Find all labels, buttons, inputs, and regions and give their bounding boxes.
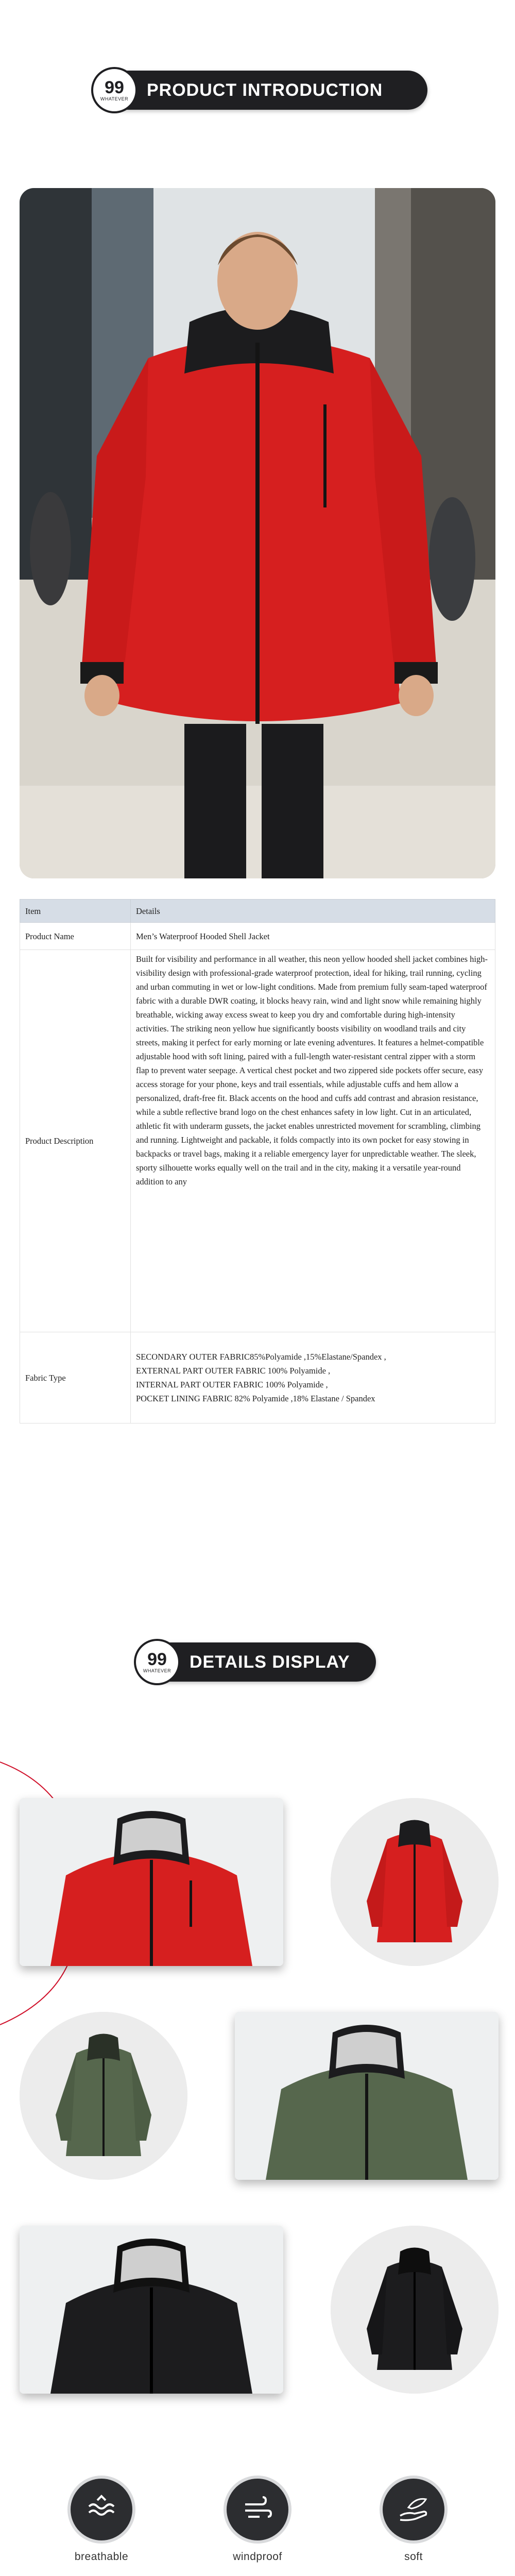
spec-table — [20, 899, 495, 1423]
red-jacket-closeup — [20, 1798, 283, 1966]
table-header-item: Item — [20, 900, 131, 923]
table-header-details: Details — [131, 900, 495, 923]
feature-label: breathable — [74, 2551, 129, 2563]
feature-breathable — [50, 2476, 153, 2563]
black-jacket-closeup — [20, 2226, 283, 2394]
table-row — [20, 923, 495, 950]
feature-windproof — [206, 2476, 309, 2563]
row-label-product-name: Product Name — [20, 923, 131, 950]
fabric-line: INTERNAL PART OUTER FABRIC 100% Polyamide , — [136, 1380, 328, 1389]
brand-logo: 99 WHATEVER — [91, 67, 138, 113]
feature-label: soft — [404, 2551, 423, 2563]
table-row — [20, 950, 495, 1332]
row-label-product-description: Product Description — [20, 950, 131, 1332]
hero-model-photo — [20, 188, 495, 878]
detail-circle-green-jacket — [20, 2012, 187, 2180]
green-jacket-full — [20, 2012, 187, 2180]
detail-circle-red-jacket — [331, 1798, 499, 1966]
table-row — [20, 1332, 495, 1423]
detail-card-red-jacket — [20, 1798, 283, 1966]
detail-circle-black-jacket — [331, 2226, 499, 2394]
table-header-row — [20, 900, 495, 923]
feature-label: windproof — [233, 2551, 282, 2563]
feature-soft — [362, 2476, 465, 2563]
row-value-fabric-type — [131, 1332, 495, 1423]
brand-logo: 99 WHATEVER — [134, 1639, 180, 1685]
detail-card-black-jacket — [20, 2226, 283, 2394]
section-title-intro: PRODUCT INTRODUCTION — [147, 80, 383, 100]
detail-card-green-jacket — [235, 2012, 499, 2180]
row-value-product-description — [131, 950, 495, 1332]
section-banner-intro — [95, 71, 427, 110]
fabric-line: EXTERNAL PART OUTER FABRIC 100% Polyamide , — [136, 1366, 331, 1376]
row-value-product-name: Men’s Waterproof Hooded Shell Jacket — [131, 923, 495, 950]
red-jacket-full — [331, 1798, 499, 1966]
wind-icon — [224, 2476, 291, 2544]
waves-icon — [67, 2476, 135, 2544]
fabric-line: POCKET LINING FABRIC 82% Polyamide ,18% Elastane / Spandex — [136, 1394, 375, 1403]
section-title-details: DETAILS DISPLAY — [190, 1652, 350, 1672]
row-label-fabric-type: Fabric Type — [20, 1332, 131, 1423]
black-jacket-full — [331, 2226, 499, 2394]
fabric-line: SECONDARY OUTER FABRIC85%Polyamide ,15%Elastane/Spandex , — [136, 1352, 386, 1362]
section-banner-details — [138, 1642, 376, 1682]
green-jacket-closeup — [235, 2012, 499, 2180]
product-description-text: Built for visibility and performance in all weather, this neon yellow hooded shell jacket combines high-visibility design with professional-grade waterproof protection, ideal for hiking, trail running, cycling and urban commuting in wet or low-light conditions. Made from premium fully seam-taped waterproof fabric with a durable DWR coating, it blocks heavy rain, wind and light snow while remaining highly breathable, wicking away excess sweat to keep you dry and comfortable during high-intensity activities. The striking neon yellow hue significantly boosts visibility on woodland trails and city streets, making it perfect for early morning or late evening adventures. It features a helmet-compatible adjustable hood with soft lining, paired with a full-length water-resistant central zipper with a storm flap to prevent water seepage. A vertical chest pocket and two zippered side pockets offer secure, easy access storage for your phone, keys and trail essentials, while adjustable cuffs and hem allow a personalized, draft-free fit. Black accents on the hood and cuffs add contrast and abrasion resistance, while a subtle reflective brand logo on the chest enhances safety in low light. Cut in an articulated, athletic fit with underarm gussets, the jacket enables unrestricted movement for scrambling, climbing and running. Lightweight and packable, it folds compactly into its own pocket for easy stowing in backpacks or travel bags, making it a reliable emergency layer for unpredictable weather. The sleek, sporty silhouette works equally well on the trail and in the city, making it a versatile year-round addition to any — [136, 954, 488, 1187]
hand-feather-icon — [380, 2476, 448, 2544]
hero-illustration — [20, 188, 495, 878]
